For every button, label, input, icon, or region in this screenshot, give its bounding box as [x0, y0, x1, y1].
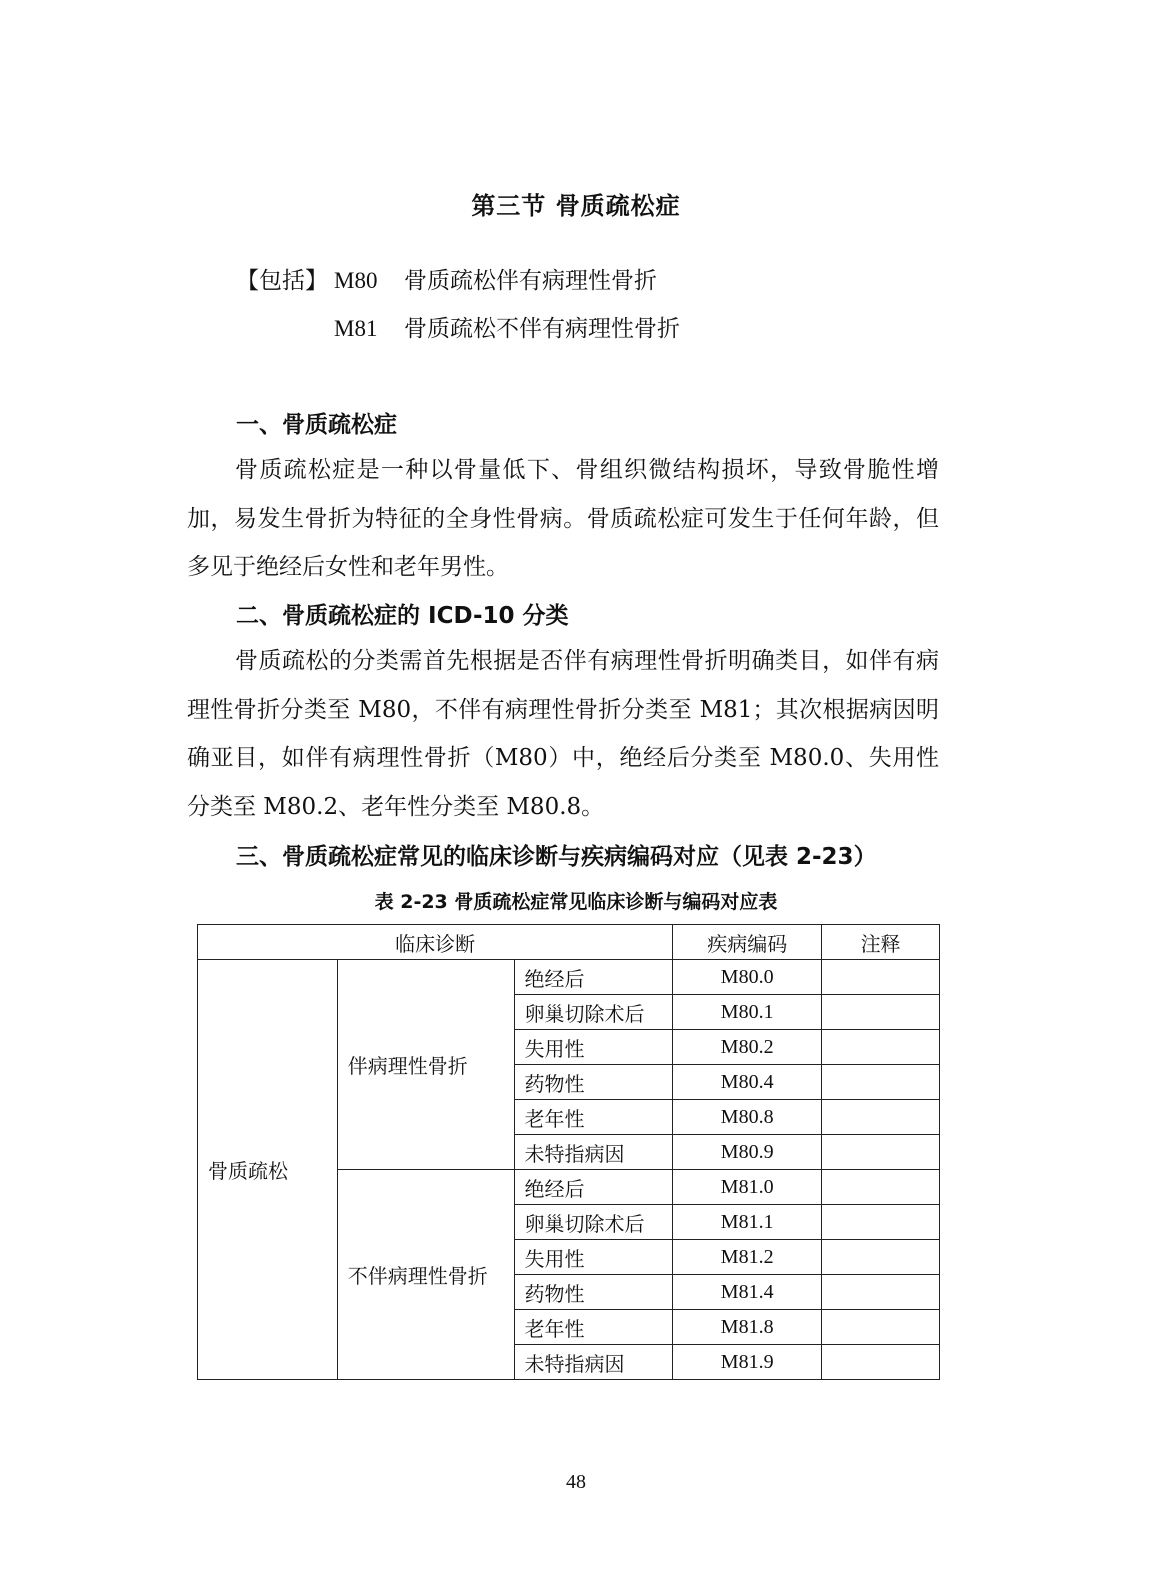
- includes-row-2: [334, 310, 680, 343]
- note-cell: [822, 1275, 940, 1310]
- note-cell: [822, 1205, 940, 1240]
- include-code: M80: [334, 268, 378, 293]
- table-header-row: [198, 925, 940, 960]
- note-cell: [822, 1310, 940, 1345]
- section-paragraph-2: 骨质疏松的分类需首先根据是否伴有病理性骨折明确类目，如伴有病理性骨折分类至 M80，不伴有病理性骨折分类至 M81；其次根据病因明确亚目，如伴有病理性骨折（M80）中，绝经后分类至 M80.0、失用性分类至 M80.2、老年性分类至 M80.8。: [187, 648, 939, 820]
- include-code: M81: [334, 316, 378, 341]
- code-cell: M81.9: [673, 1345, 822, 1380]
- code-cell: M80.1: [673, 995, 822, 1030]
- code-cell: M81.0: [673, 1170, 822, 1205]
- subtype-cell: 卵巢切除术后: [514, 995, 673, 1030]
- diagnosis-code-table: [197, 924, 940, 1380]
- section-heading-2: 二、骨质疏松症的 ICD-10 分类: [236, 603, 569, 629]
- subtype-cell: 未特指病因: [514, 1345, 673, 1380]
- subtype-cell: 绝经后: [514, 960, 673, 995]
- subtype-cell: 失用性: [514, 1030, 673, 1065]
- code-cell: M80.0: [673, 960, 822, 995]
- group-cell: 伴病理性骨折: [337, 960, 514, 1170]
- subtype-cell: 未特指病因: [514, 1135, 673, 1170]
- code-cell: M80.4: [673, 1065, 822, 1100]
- subtype-cell: 老年性: [514, 1100, 673, 1135]
- note-cell: [822, 1065, 940, 1100]
- page-title: 第三节 骨质疏松症: [471, 192, 681, 220]
- note-cell: [822, 1170, 940, 1205]
- code-cell: M81.4: [673, 1275, 822, 1310]
- note-cell: [822, 1135, 940, 1170]
- code-cell: M80.8: [673, 1100, 822, 1135]
- header-note: 注释: [822, 925, 940, 960]
- note-cell: [822, 1030, 940, 1065]
- code-cell: M81.8: [673, 1310, 822, 1345]
- code-cell: M81.1: [673, 1205, 822, 1240]
- table-row: [198, 960, 940, 995]
- subtype-cell: 绝经后: [514, 1170, 673, 1205]
- section-heading-3: 三、骨质疏松症常见的临床诊断与疾病编码对应（见表 2-23）: [236, 844, 877, 870]
- includes-tag: 【包括】: [236, 268, 328, 294]
- note-cell: [822, 1345, 940, 1380]
- includes-row-1: [236, 262, 657, 295]
- code-cell: M80.9: [673, 1135, 822, 1170]
- subtype-cell: 卵巢切除术后: [514, 1205, 673, 1240]
- subtype-cell: 药物性: [514, 1065, 673, 1100]
- table-caption: 表 2-23 骨质疏松症常见临床诊断与编码对应表: [374, 891, 778, 913]
- group-cell: 不伴病理性骨折: [337, 1170, 514, 1380]
- section-paragraph-1: 骨质疏松症是一种以骨量低下、骨组织微结构损坏，导致骨脆性增加，易发生骨折为特征的全身性骨病。骨质疏松症可发生于任何年龄，但多见于绝经后女性和老年男性。: [187, 457, 939, 580]
- include-text: 骨质疏松伴有病理性骨折: [404, 268, 657, 294]
- include-text: 骨质疏松不伴有病理性骨折: [404, 316, 680, 342]
- main-category-cell: 骨质疏松: [198, 960, 338, 1380]
- code-cell: M80.2: [673, 1030, 822, 1065]
- subtype-cell: 药物性: [514, 1275, 673, 1310]
- section-heading-1: 一、骨质疏松症: [236, 412, 397, 438]
- note-cell: [822, 1100, 940, 1135]
- code-cell: M81.2: [673, 1240, 822, 1275]
- subtype-cell: 失用性: [514, 1240, 673, 1275]
- subtype-cell: 老年性: [514, 1310, 673, 1345]
- note-cell: [822, 960, 940, 995]
- note-cell: [822, 1240, 940, 1275]
- header-code: 疾病编码: [673, 925, 822, 960]
- header-diagnosis: 临床诊断: [198, 925, 673, 960]
- page-number: 48: [566, 1471, 586, 1493]
- note-cell: [822, 995, 940, 1030]
